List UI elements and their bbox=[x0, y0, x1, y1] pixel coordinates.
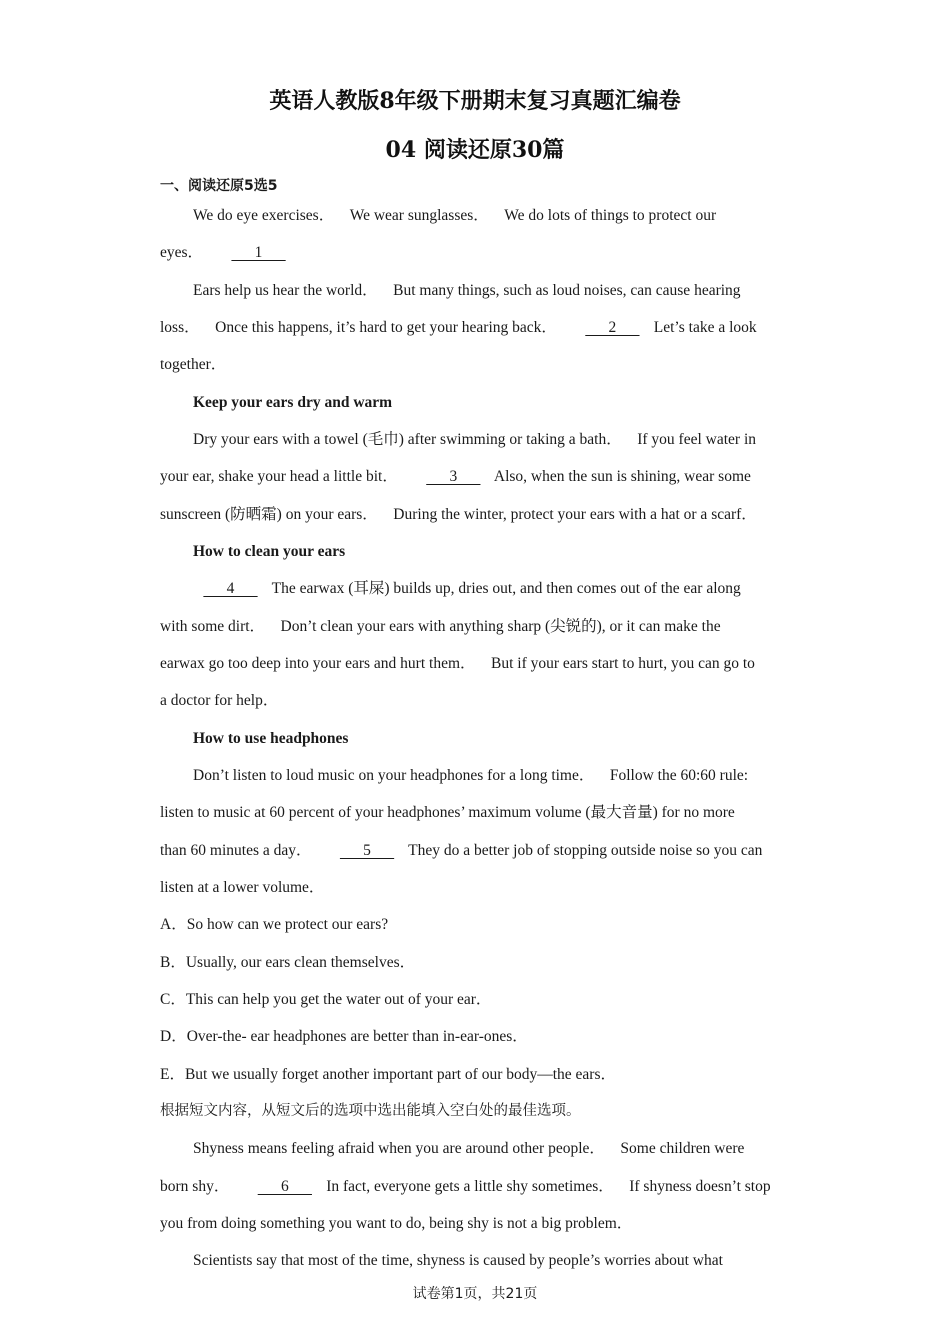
page-footer: 试卷第1页，共21页 bbox=[412, 1286, 538, 1302]
passage-line: listen at a lower volume． bbox=[160, 879, 325, 896]
option-a: A．So how can we protect our ears? bbox=[160, 916, 389, 933]
document-title: 英语人教版8年级下册期末复习真题汇编卷 bbox=[269, 88, 681, 114]
passage-line: We do eye exercises． We wear sunglasses． We do lots of things to protect our bbox=[193, 207, 717, 224]
passage-line: a doctor for help． bbox=[160, 692, 279, 709]
instruction-text: 根据短文内容，从短文后的选项中选出能填入空白处的最佳选项。 bbox=[160, 1103, 581, 1119]
text-run: Also, when the sun is shining, wear some bbox=[493, 468, 751, 485]
passage-line: Shyness means feeling afraid when you are around other people． Some children were bbox=[193, 1140, 745, 1157]
option-d: D．Over-the- ear headphones are better than in-ear-ones． bbox=[160, 1028, 528, 1045]
passage-line: you from doing something you want to do, being shy is not a big problem． bbox=[160, 1215, 633, 1232]
passage-line bbox=[160, 318, 757, 338]
passage-line: together． bbox=[160, 356, 227, 373]
subheading: How to use headphones bbox=[193, 730, 349, 747]
text-run: Let’s take a look bbox=[653, 319, 757, 336]
option-e: E．But we usually forget another important part of our body—the ears． bbox=[160, 1066, 616, 1083]
section-heading: 一、阅读还原5选5 bbox=[160, 178, 278, 194]
text-run: eyes． bbox=[160, 244, 204, 261]
text-run: than 60 minutes a day． bbox=[160, 842, 312, 859]
text-run: loss． Once this happens, it’s hard to get your hearing back． bbox=[160, 319, 557, 336]
answer-blank-3: 3 bbox=[426, 468, 481, 485]
passage-line bbox=[160, 1177, 771, 1197]
passage-line: with some dirt． Don’t clean your ears with anything sharp (尖锐的), or it can make the bbox=[160, 618, 721, 635]
passage-line: earwax go too deep into your ears and hurt them． But if your ears start to hurt, you can go to bbox=[160, 655, 755, 672]
passage-line: Dry your ears with a towel (毛巾) after swimming or taking a bath． If you feel water in bbox=[193, 431, 757, 448]
passage-line bbox=[160, 243, 296, 263]
option-b: B．Usually, our ears clean themselves． bbox=[160, 954, 416, 971]
passage-line: Ears help us hear the world． But many things, such as loud noises, can cause hearing bbox=[193, 282, 741, 299]
answer-blank-6: 6 bbox=[257, 1178, 312, 1195]
text-run: born shy． bbox=[160, 1178, 230, 1195]
passage-line: sunscreen (防晒霜) on your ears． During the winter, protect your ears with a hat or a scarf． bbox=[160, 506, 757, 523]
answer-blank-1: 1 bbox=[231, 244, 286, 261]
passage-line: Scientists say that most of the time, shyness is caused by people’s worries about what bbox=[193, 1252, 723, 1269]
text-run: The earwax (耳屎) builds up, dries out, and then comes out of the ear along bbox=[271, 580, 741, 597]
subheading: Keep your ears dry and warm bbox=[193, 394, 393, 411]
text-run: They do a better job of stopping outside noise so you can bbox=[408, 842, 763, 859]
answer-blank-2: 2 bbox=[585, 319, 640, 336]
text-run: your ear, shake your head a little bit． bbox=[160, 468, 398, 485]
passage-line bbox=[160, 467, 751, 487]
text-run: In fact, everyone gets a little shy sometimes． If shyness doesn’t stop bbox=[326, 1178, 771, 1195]
option-c: C．This can help you get the water out of your ear． bbox=[160, 991, 492, 1008]
document-subtitle: 04 阅读还原30篇 bbox=[385, 137, 565, 163]
answer-blank-4: 4 bbox=[203, 580, 258, 597]
passage-line bbox=[160, 841, 762, 861]
passage-line: listen to music at 60 percent of your headphones’ maximum volume (最大音量) for no more bbox=[160, 804, 735, 821]
passage-line: Don’t listen to loud music on your headphones for a long time． Follow the 60:60 rule: bbox=[193, 767, 749, 784]
answer-blank-5: 5 bbox=[339, 842, 395, 859]
subheading: How to clean your ears bbox=[193, 543, 346, 560]
passage-line bbox=[193, 579, 741, 599]
